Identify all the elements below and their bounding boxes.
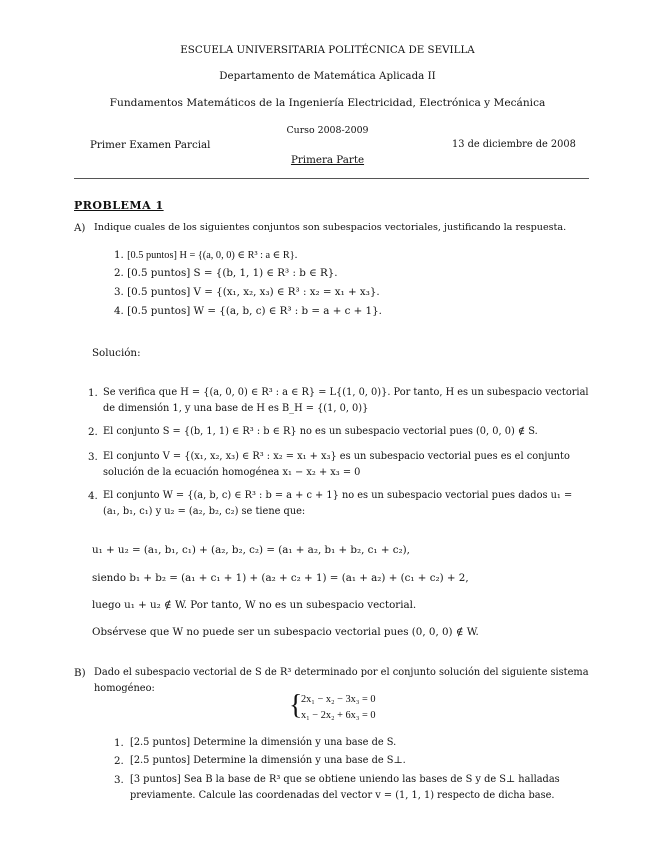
derivation-line-3: luego u₁ + u₂ ∉ W. Por tanto, W no es un subespacio vectorial. xyxy=(92,599,417,611)
part-b-label: B) xyxy=(74,667,86,679)
system-brace: { xyxy=(289,690,303,721)
part-b-item-3-num: 3. xyxy=(114,774,124,786)
department-name: Departamento de Matemática Aplicada II xyxy=(219,70,436,82)
solution-4-line-1: El conjunto W = {(a, b, c) ∈ R³ : b = a + c + 1} no es un subespacio vectorial pues dados u₁ = xyxy=(103,490,573,501)
course-year: Curso 2008-2009 xyxy=(286,125,369,136)
problem-title: PROBLEMA 1 xyxy=(74,199,164,212)
system-equation-1: 2x₁ − x₂ − 3x₃ = 0 xyxy=(301,694,376,705)
header-divider xyxy=(74,178,589,179)
part-a-intro: Indique cuales de los siguientes conjuntos son subespacios vectoriales, justificando la respuesta. xyxy=(94,222,567,233)
part-b-item-2: [2.5 puntos] Determine la dimensión y una base de S⊥. xyxy=(130,755,406,766)
solution-item-2: 2. xyxy=(88,426,98,438)
solution-2-line-1: El conjunto S = {(b, 1, 1) ∈ R³ : b ∈ R} no es un subespacio vectorial pues (0, 0, 0) ∉ S. xyxy=(103,426,538,437)
solution-label: Solución: xyxy=(92,347,141,359)
solution-4-line-2: (a₁, b₁, c₁) y u₂ = (a₂, b₂, c₂) se tiene que: xyxy=(103,506,306,517)
exam-date: 13 de diciembre de 2008 xyxy=(452,139,576,150)
solution-1-line-1: Se verifica que H = {(a, 0, 0) ∈ R³ : a ∈ R} = L{(1, 0, 0)}. Por tanto, H es un subespacio vectorial xyxy=(103,387,589,398)
derivation-line-2: siendo b₁ + b₂ = (a₁ + c₁ + 1) + (a₂ + c₂ + 1) = (a₁ + a₂) + (c₁ + c₂) + 2, xyxy=(92,572,469,584)
part-a-label: A) xyxy=(74,222,86,234)
system-equation-2: x₁ − 2x₂ + 6x₃ = 0 xyxy=(301,710,376,721)
part-b-item-2-num: 2. xyxy=(114,755,124,767)
list-item: 1. [0.5 puntos] H = {(a, 0, 0) ∈ R³ : a ∈ R}. xyxy=(114,249,298,261)
part-b-intro-line-2: homogéneo: xyxy=(94,683,155,694)
exam-part: Primera Parte xyxy=(290,154,365,166)
part-b-item-3-line-1: [3 puntos] Sea B la base de R³ que se obtiene uniendo las bases de S y de S⊥ halladas xyxy=(130,774,560,785)
list-item: 2. [0.5 puntos] S = {(b, 1, 1) ∈ R³ : b ∈ R}. xyxy=(114,267,338,279)
part-b-item-1-num: 1. xyxy=(114,737,124,749)
part-b-intro-line-1: Dado el subespacio vectorial de S de R³ determinado por el conjunto solución del siguiente sistema xyxy=(94,667,589,678)
solution-3-line-2: solución de la ecuación homogénea x₁ − x₂ + x₃ = 0 xyxy=(103,467,361,478)
exam-title: Primer Examen Parcial xyxy=(90,139,211,151)
list-item: 4. [0.5 puntos] W = {(a, b, c) ∈ R³ : b = a + c + 1}. xyxy=(114,305,382,317)
course-name: Fundamentos Matemáticos de la Ingeniería Electricidad, Electrónica y Mecánica xyxy=(109,97,546,109)
derivation-line-4: Obsérvese que W no puede ser un subespacio vectorial pues (0, 0, 0) ∉ W. xyxy=(92,626,479,638)
solution-3-line-1: El conjunto V = {(x₁, x₂, x₃) ∈ R³ : x₂ = x₁ + x₃} es un subespacio vectorial pues es el conjunto xyxy=(103,451,570,462)
solution-item-3: 3. xyxy=(88,451,98,463)
school-name: ESCUELA UNIVERSITARIA POLITÉCNICA DE SEVILLA xyxy=(180,44,475,56)
solution-item-4: 4. xyxy=(88,490,98,502)
list-item: 3. [0.5 puntos] V = {(x₁, x₂, x₃) ∈ R³ : x₂ = x₁ + x₃}. xyxy=(114,286,380,298)
solution-item-1: 1. xyxy=(88,387,98,399)
derivation-line-1: u₁ + u₂ = (a₁, b₁, c₁) + (a₂, b₂, c₂) = (a₁ + a₂, b₁ + b₂, c₁ + c₂), xyxy=(92,544,410,556)
solution-1-line-2: de dimensión 1, y una base de H es B_H = {(1, 0, 0)} xyxy=(103,403,369,414)
part-b-item-3-line-2: previamente. Calcule las coordenadas del vector v = (1, 1, 1) respecto de dicha base. xyxy=(130,790,555,801)
part-b-item-1: [2.5 puntos] Determine la dimensión y una base de S. xyxy=(130,737,397,748)
